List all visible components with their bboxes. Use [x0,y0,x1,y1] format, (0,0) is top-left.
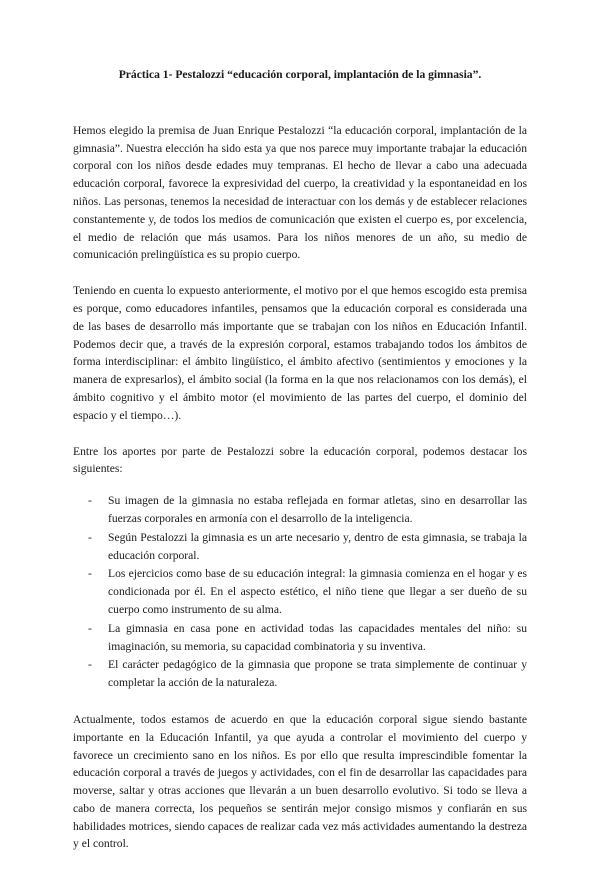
list-item-text: El carácter pedagógico de la gimnasia que propone se trata simplemente de continuar y completar la acción de la naturaleza. [108,658,527,690]
paragraph-motivation: Teniendo en cuenta lo expuesto anteriormente, el motivo por el que hemos escogido esta premisa es porque, como educadores infantiles, pensamos que la educación corporal es considerada una de las bases de desarrollo más importante que se trabajan con los niños en Educación Infantil. Podemos decir que, a través de la expresión corporal, estamos trabajando todos los ámbitos de forma interdisciplinar: el ámbito lingüístico, el ámbito afectivo (sentimientos y emociones y la manera de expresarlos), el ámbito social (la forma en la que nos relacionamos con los demás), el ámbito cognitivo y el ámbito motor (el movimiento de las partes del cuerpo, el dominio del espacio y el tiempo…). [73,284,527,422]
bullet-dash: - [88,530,92,544]
paragraph-intro: Hemos elegido la premisa de Juan Enrique Pestalozzi “la educación corporal, implantación de la gimnasia”. Nuestra elección ha sido esta ya que nos parece muy importante trabajar la educación corporal con los niños desde edades muy tempranas. El hecho de llevar a cabo una adecuada educación corporal, favorece la expresividad del cuerpo, la creatividad y la espontaneidad en los niños. Las personas, tenemos la necesidad de interactuar con los demás y de establecer relaciones constantemente y, de todos los medios de comunicación que existen el cuerpo es, por excelencia, el medio de relación que más usamos. Para los niños menores de un año, su medio de comunicación prelingüística es su propio cuerpo. [73,123,527,262]
paragraph-conclusion: Actualmente, todos estamos de acuerdo en que la educación corporal sigue siendo bastante importante en la Educación Infantil, ya que ayuda a controlar el movimiento del cuerpo y favorece un crecimiento sano en los niños. Es por ello que resulta imprescindible fomentar la educación corporal a través de juegos y actividades, con el fin de desarrollar las capacidades para moverse, saltar y otras acciones que llevarán a un buen desarrollo evolutivo. Si todo se lleva a cabo de manera correcta, los pequeños se sentirán mejor consigo mismos y confiarán en sus habilidades motrices, siendo capaces de realizar cada vez más actividades aumentando la destreza y el control. [73,712,527,851]
list-item [73,492,527,528]
contributions-list [73,492,527,692]
list-item [73,565,527,618]
list-item [73,656,527,692]
bullet-dash: - [88,658,92,672]
bullet-dash: - [88,494,92,508]
list-item-text: Su imagen de la gimnasia no estaba reflejada en formar atletas, sino en desarrollar las fuerzas corporales en armonía con el desarrollo de la inteligencia. [108,494,527,525]
document-page [73,66,527,871]
document-title: Práctica 1- Pestalozzi “educación corporal, implantación de la gimnasia”. [118,68,482,81]
list-item-text: Según Pestalozzi la gimnasia es un arte necesario y, dentro de esta gimnasia, se trabaja la educación corporal. [108,530,527,562]
list-item-text: Los ejercicios como base de su educación integral: la gimnasia comienza en el hogar y es condicionada por él. En el aspecto estético, el niño tiene que llegar a ser dueño de su cuerpo como instrumento de su alma. [108,567,527,616]
paragraph-contributions-intro: Entre los aportes por parte de Pestalozzi sobre la educación corporal, podemos destacar los siguientes: [73,444,527,476]
list-item-text: La gimnasia en casa pone en actividad todas las capacidades mentales del niño: su imaginación, su memoria, su capacidad combinatoria y su inventiva. [108,621,527,653]
list-item [73,620,527,656]
bullet-dash: - [88,621,92,635]
list-item [73,529,527,565]
bullet-dash: - [88,567,92,581]
